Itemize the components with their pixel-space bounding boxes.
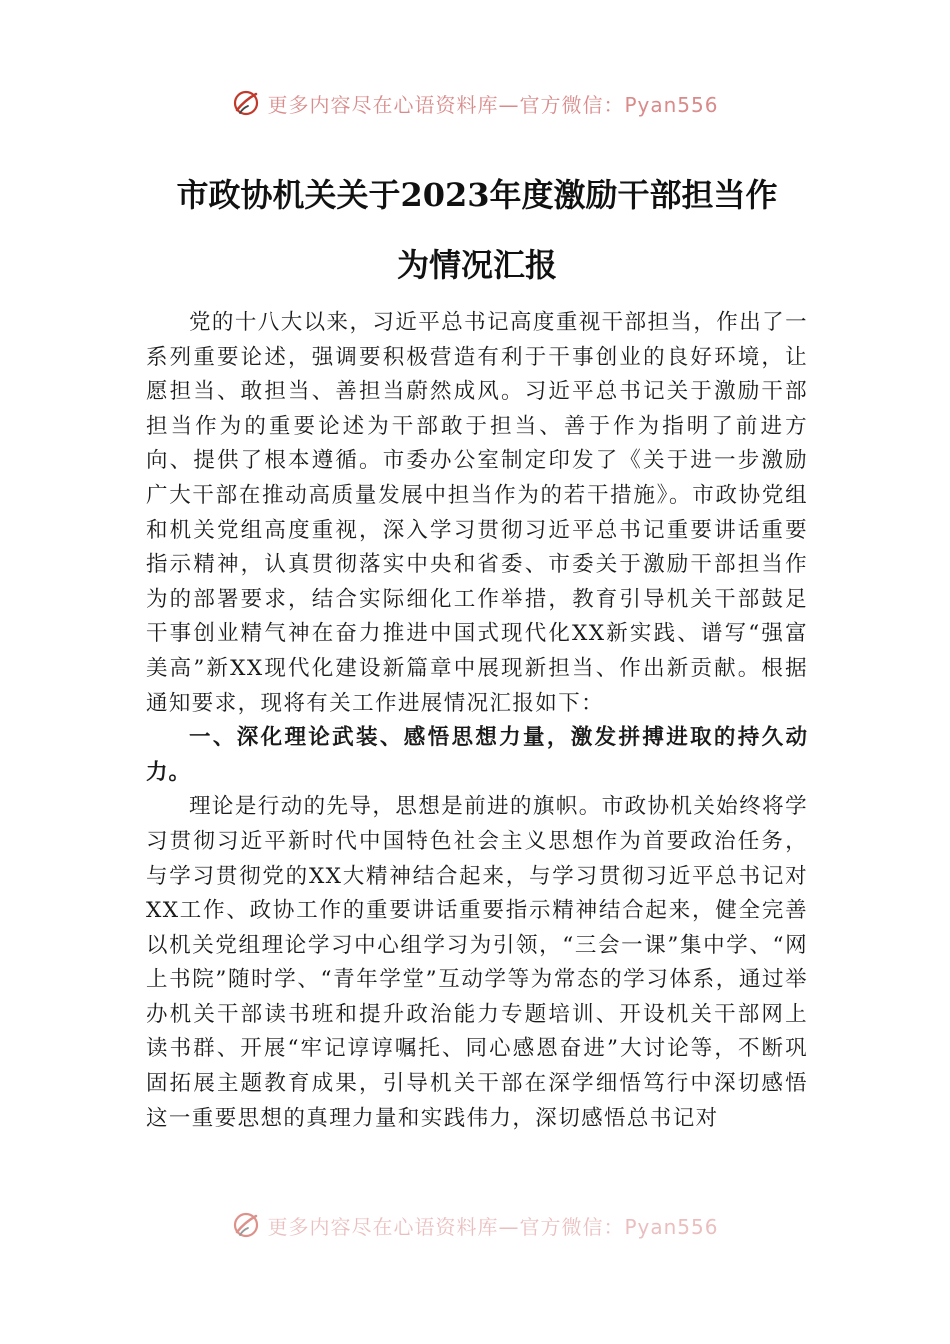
section-heading-1: 一、深化理论武装、感悟思想力量，激发拼搏进取的持久动力。: [146, 725, 808, 785]
section-1-paragraph: 理论是行动的先导，思想是前进的旗帜。市政协机关始终将学习贯彻习近平新时代中国特色社会主义思想作为首要政治任务，与学习贯彻党的XX大精神结合起来，与学习贯彻习近平总书记对XX工作、政协工作的重要讲话重要指示精神结合起来，健全完善以机关党组理论学习中心组学习为引领，“三会一课”集中学、“网上书院”随时学、“青年学堂”互动学等为常态的学习体系，通过举办机关干部读书班和提升政治能力专题培训、开设机关干部网上读书群、开展“牢记谆谆嘱托、同心感恩奋进”大讨论等，不断巩固拓展主题教育成果，引导机关干部在深学细悟笃行中深切感悟这一重要思想的真理力量和实践伟力，深切感悟总书记对: [146, 794, 808, 1131]
document-page: [146, 160, 808, 1136]
watermark-footer: [0, 1208, 950, 1242]
watermark-text-footer: 更多内容尽在心语资料库—官方微信：Pyan556: [267, 1214, 719, 1239]
intro-paragraph: 党的十八大以来，习近平总书记高度重视干部担当，作出了一系列重要论述，强调要积极营造有利于干事创业的良好环境，让愿担当、敢担当、善担当蔚然成风。习近平总书记关于激励干部担当作为的重要论述为干部敢于担当、善于作为指明了前进方向、提供了根本遵循。市委办公室制定印发了《关于进一步激励广大干部在推动高质量发展中担当作为的若干措施》。市政协党组和机关党组高度重视，深入学习贯彻习近平总书记重要讲话重要指示精神，认真贯彻落实中央和省委、市委关于激励干部担当作为的部署要求，结合实际细化工作举措，教育引导机关干部鼓足干事创业精气神在奋力推进中国式现代化XX新实践、谱写“强富美高”新XX现代化建设新篇章中展现新担当、作出新贡献。根据通知要求，现将有关工作进展情况汇报如下：: [146, 310, 808, 716]
document-title-line-2: 为情况汇报: [396, 246, 557, 284]
brush-circle-logo-icon: [231, 1210, 261, 1240]
document-title-line-1: 市政协机关关于2023年度激励干部担当作: [176, 176, 778, 214]
watermark-text: 更多内容尽在心语资料库—官方微信：Pyan556: [267, 92, 719, 117]
watermark-header: [0, 86, 950, 120]
brush-circle-logo-icon: [231, 88, 261, 118]
